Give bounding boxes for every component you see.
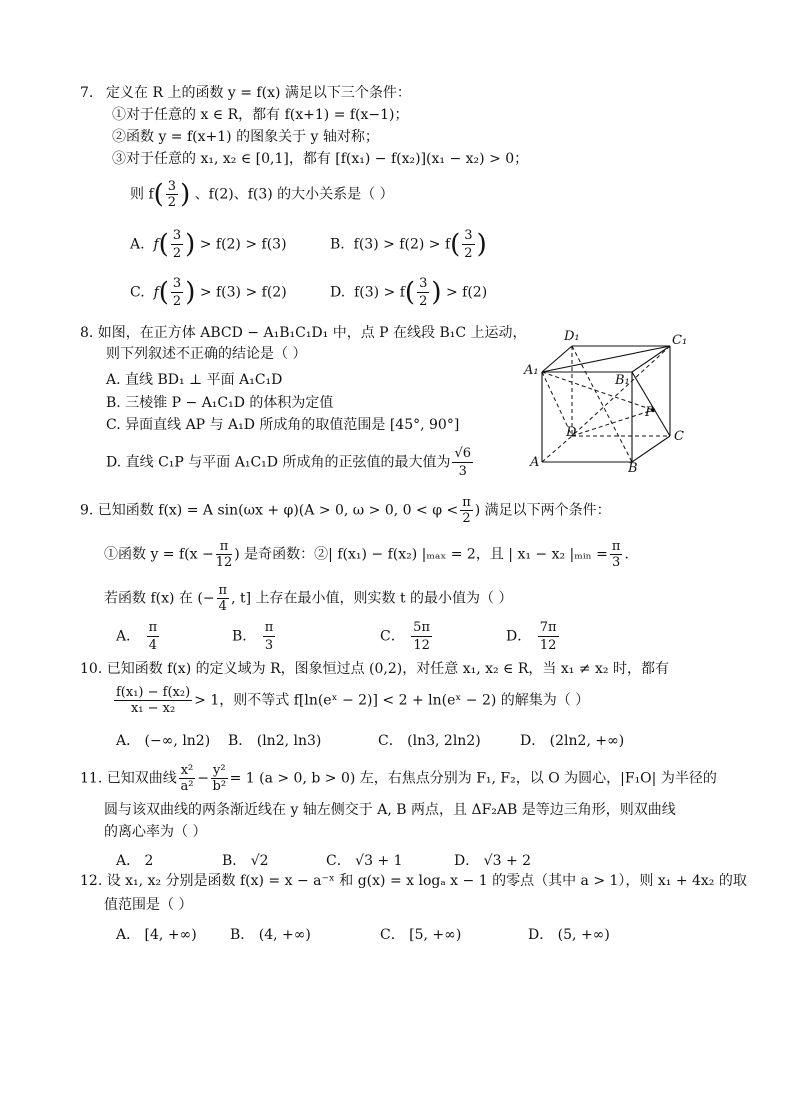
label-p: P [645,405,654,420]
label-b1: B₁ [615,373,630,388]
q8-option-c[interactable]: C. 异面直线 AP 与 A₁D 所成角的取值范围是 [45°, 90°] [106,417,460,433]
label-d1: D₁ [564,329,580,344]
q9-option-a[interactable]: A． $\frac{\pi}{4}$ [116,620,158,653]
q10-option-a[interactable]: A． (−∞, ln2) [116,733,211,749]
q8-stem-line-2: 则下列叙述不正确的结论是（ ） [106,346,307,362]
q7-option-b[interactable]: B. f(3) > f(2) > f( $\frac{3}{2}$ ) [330,228,487,261]
q7-stem: 定义在 R 上的函数 y = f(x) 满足以下三个条件： [106,85,411,101]
q10-option-c[interactable]: C． (ln3, 2ln2) [378,733,481,749]
q9-option-b[interactable]: B． $\frac{\pi}{3}$ [232,620,274,653]
q7-condition-3: ③对于任意的 x₁, x₂ ∈ [0,1]，都有 [f(x₁) − f(x₂)](x₁ − x₂) > 0； [112,151,529,167]
q7-condition-1: ①对于任意的 x ∈ R，都有 f(x+1) = f(x−1)； [112,107,409,123]
q7-option-c[interactable]: C. f( $\frac{3}{2}$ ) > f(3) > f(2) [130,276,287,309]
q8-option-d[interactable]: D. 直线 C₁P 与平面 A₁C₁D 所成角的正弦值的最大值为 $\frac{√6}{3}$ [106,446,472,479]
label-a: A [530,455,540,470]
q7-question: 则 f( $\frac{3}{2}$ ) 、f(2)、f(3) 的大小关系是（ ） [130,179,394,210]
q12-option-a[interactable]: A． [4, +∞) [116,927,197,943]
q8-option-a[interactable]: A. 直线 BD₁ ⊥ 平面 A₁C₁D [106,372,283,388]
q11-option-a[interactable]: A． 2 [116,853,154,869]
q8-stem-line-1: 8. 如图，在正方体 ABCD − A₁B₁C₁D₁ 中，点 P 在线段 B₁C 上运动， [80,325,527,341]
q11-stem: 11. 已知双曲线 $\frac{\text{x²}}{\text{a²}}$ − $\frac{\text{y²}}{\text{b²}}$ = 1 (a > 0, b > 0) 左，右焦点分别为 F₁, F₂，以 O 为圆心，|F₁O| 为半径的 [80,763,717,794]
q12-option-b[interactable]: B． (4, +∞) [230,927,311,943]
q9-option-d[interactable]: D． $\frac{7\pi}{12}$ [506,620,557,653]
q12-option-d[interactable]: D． (5, +∞) [528,927,610,943]
label-c1: C₁ [672,333,688,348]
q11-option-c[interactable]: C． √3 + 1 [326,853,403,869]
q9-option-c[interactable]: C． $\frac{5\pi}{12}$ [380,620,430,653]
q11-line-3: 的离心率为（ ） [104,824,207,840]
q7-condition-2: ②函数 y = f(x+1) 的图象关于 y 轴对称； [112,129,379,145]
q11-line-2: 圆与该双曲线的两条渐近线在 y 轴左侧交于 A, B 两点，且 ΔF₂AB 是等边三角形，则双曲线 [104,802,676,818]
q11-option-b[interactable]: B． √2 [222,853,269,869]
label-a1: A₁ [524,363,539,378]
q7-option-a[interactable]: A. f( $\frac{3}{2}$ ) > f(2) > f(3) [130,228,287,261]
q8-option-b[interactable]: B. 三棱锥 P − A₁C₁D 的体积为定值 [106,395,334,411]
label-d: D [566,425,577,440]
cube-figure [520,326,700,476]
q7-option-d[interactable]: D. f(3) > f( $\frac{3}{2}$ ) > f(2) [330,276,488,309]
q10-option-d[interactable]: D． (2ln2, +∞) [520,733,625,749]
q7-number: 7. [80,85,94,101]
q12-line-2: 值范围是（ ） [104,897,193,913]
label-b: B [628,461,638,476]
q9-conditions: ①函数 y = f(x − $\frac{\pi}{12}$ ) 是奇函数：②| f(x₁) − f(x₂) |ₘₐₓ = 2，且 | x₁ − x₂ |ₘᵢₙ = $\frac{\pi}{3}$ . [104,539,629,570]
q10-option-b[interactable]: B． (ln2, ln3) [228,733,322,749]
q9-stem: 9. 已知函数 f(x) = A sin(ωx + φ)(A > 0, ω > 0, 0 < φ < $\frac{\pi}{2}$ ) 满足以下两个条件： [80,495,611,526]
q10-stem: 10. 已知函数 f(x) 的定义域为 R，图象恒过点 (0,2)，对任意 x₁, x₂ ∈ R，当 x₁ ≠ x₂ 时，都有 [80,661,669,677]
q12-option-c[interactable]: C． [5, +∞) [380,927,462,943]
q12-stem: 12. 设 x₁, x₂ 分别是函数 f(x) = x − a⁻ˣ 和 g(x) = x logₐ x − 1 的零点（其中 a > 1），则 x₁ + 4x₂ 的取 [80,873,747,889]
q11-option-d[interactable]: D． √3 + 2 [454,853,532,869]
q9-question: 若函数 f(x) 在 (− $\frac{\pi}{4}$ , t] 上存在最小值，则实数 t 的最小值为（ ） [104,583,513,614]
q10-inequality: $\frac{\text{f(x₁) − f(x₂)}}{\text{x₁ − x₂}}$ > 1，则不等式 f[ln(eˣ − 2)] < 2 + ln(eˣ − 2) 的解集为（ ） [116,685,590,716]
label-c: C [674,429,684,444]
